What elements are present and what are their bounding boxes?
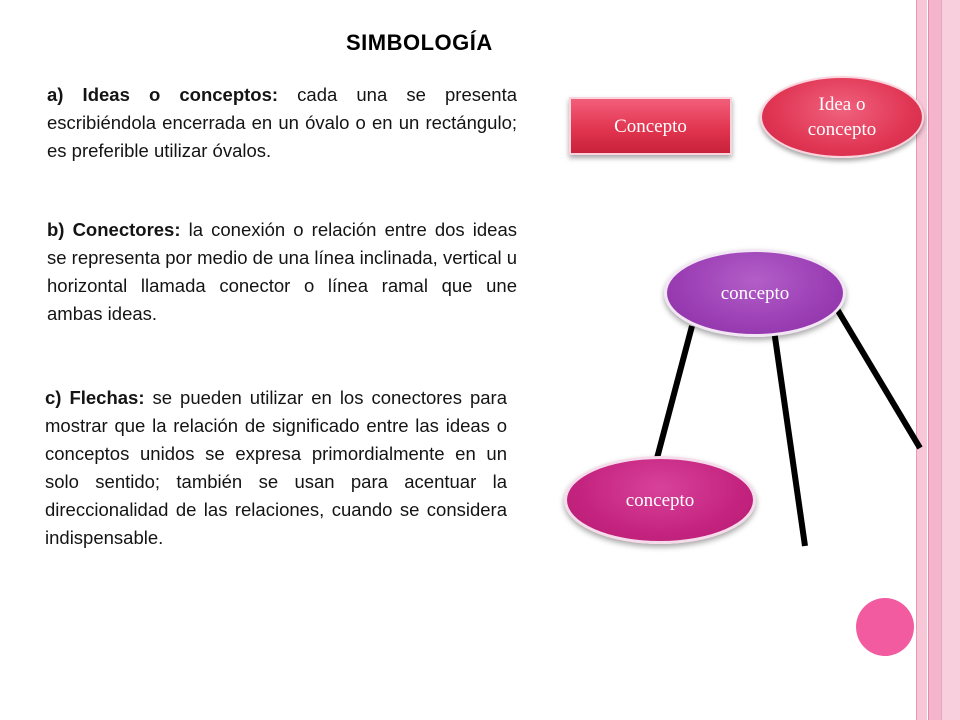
concept-node-top-label: concepto	[720, 282, 790, 304]
section-c-text: se pueden utilizar en los conectores para mostrar que la relación de significado entre las ideas o conceptos unidos se expresa primordialmente en un solo sentido; también se usan para acentuar la direccionalidad de las relaciones, cuando se considera indispensable.	[45, 387, 507, 548]
section-b-label: b) Conectores:	[47, 219, 181, 240]
section-c-label: c) Flechas:	[45, 387, 145, 408]
section-a-label: a) Ideas o conceptos:	[47, 84, 279, 105]
section-a-text: cada una se presenta escribiéndola encerrada en un óvalo o en un rectángulo; es preferible utilizar óvalos.	[47, 84, 518, 161]
concept-node-top	[664, 249, 846, 337]
slide-title: SIMBOLOGÍA	[346, 30, 493, 55]
concept-node-bottom	[564, 456, 756, 544]
idea-oval-line1: Idea o	[818, 94, 866, 115]
connector-line-right	[834, 304, 920, 448]
concept-rectangle-label: Concepto	[614, 115, 687, 137]
connector-line-left	[656, 326, 692, 462]
section-b-text: la conexión o relación entre dos ideas se representa por medio de una línea inclinada, vertical u horizontal llamada conector o línea ramal que une ambas ideas.	[47, 219, 517, 324]
connector-line-middle	[774, 330, 805, 546]
concept-node-bottom-label: concepto	[625, 489, 695, 511]
decorative-circle	[856, 598, 914, 656]
idea-oval-line2: concepto	[807, 119, 877, 140]
